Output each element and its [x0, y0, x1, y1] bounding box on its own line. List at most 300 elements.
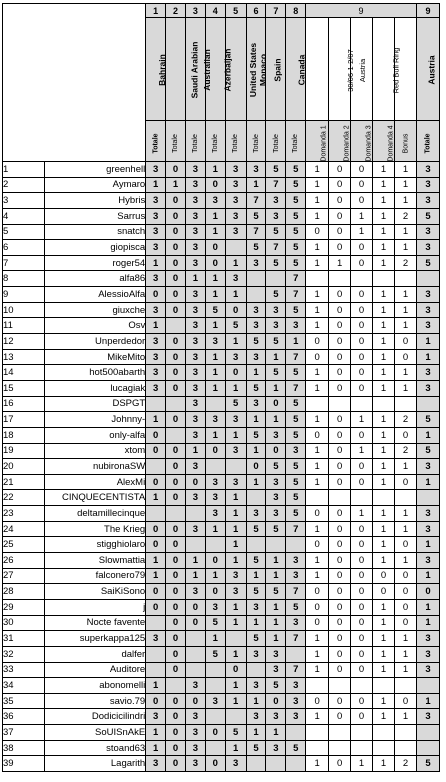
- question-score-cell: 0: [329, 646, 351, 662]
- race-total-cell: 3: [246, 646, 266, 662]
- question-score-cell: 1: [329, 255, 351, 271]
- race-total-cell: 0: [205, 584, 225, 600]
- race-total-cell: [286, 537, 306, 553]
- standings-table: [2, 3, 440, 772]
- round-number: 2: [166, 4, 186, 18]
- question-score-cell: [351, 725, 373, 741]
- race-total-cell: 3: [146, 162, 166, 178]
- race-total-cell: 3: [185, 208, 205, 224]
- race-total-cell: 0: [185, 693, 205, 709]
- round-total-cell: 5: [416, 443, 439, 459]
- race-total-cell: 0: [166, 553, 186, 569]
- question-score-cell: 1: [306, 474, 329, 490]
- player-name-cell: stigghiolaro: [44, 537, 145, 553]
- race-total-cell: 1: [205, 318, 225, 334]
- race-total-cell: 3: [266, 302, 286, 318]
- round-total-cell: 3: [416, 631, 439, 647]
- question-score-cell: 0: [351, 193, 373, 209]
- race-total-cell: [246, 271, 266, 287]
- race-total-cell: 3: [225, 443, 246, 459]
- question-score-cell: 0: [306, 334, 329, 350]
- question-score-cell: 0: [306, 349, 329, 365]
- totale-header: Totale: [146, 121, 166, 162]
- race-total-cell: 3: [286, 318, 306, 334]
- question-score-cell: 0: [395, 474, 417, 490]
- position-cell: 9: [3, 287, 45, 303]
- question-score-cell: 1: [373, 521, 395, 537]
- race-total-cell: 3: [185, 412, 205, 428]
- race-total-cell: 0: [166, 255, 186, 271]
- position-cell: 37: [3, 725, 45, 741]
- question-score-cell: [306, 490, 329, 506]
- question-score-cell: [329, 740, 351, 756]
- question-score-cell: [306, 725, 329, 741]
- race-total-cell: 3: [225, 208, 246, 224]
- round-number: 3: [185, 4, 205, 18]
- table-row: [3, 756, 440, 772]
- race-total-cell: 1: [205, 568, 225, 584]
- player-name-cell: SoUISnAkE: [44, 725, 145, 741]
- race-total-cell: 0: [166, 349, 186, 365]
- race-total-cell: 5: [286, 506, 306, 522]
- race-total-cell: [266, 756, 286, 772]
- race-total-cell: [225, 459, 246, 475]
- round-total-cell: 1: [416, 427, 439, 443]
- race-total-cell: 5: [246, 427, 266, 443]
- table-row: [3, 646, 440, 662]
- race-total-cell: 5: [266, 678, 286, 694]
- player-name-cell: Johnny-: [44, 412, 145, 428]
- question-score-cell: 1: [395, 240, 417, 256]
- round-total-cell: 3: [416, 302, 439, 318]
- bonus-header: Bonus: [395, 121, 417, 162]
- question-score-cell: 1: [306, 365, 329, 381]
- question-score-cell: 1: [306, 662, 329, 678]
- race-total-cell: 1: [205, 380, 225, 396]
- question-score-cell: [329, 678, 351, 694]
- table-row: [3, 709, 440, 725]
- question-score-cell: 0: [329, 506, 351, 522]
- position-cell: 23: [3, 506, 45, 522]
- table-row: [3, 302, 440, 318]
- question-score-cell: 0: [329, 208, 351, 224]
- race-total-cell: 3: [185, 725, 205, 741]
- question-score-cell: 0: [329, 443, 351, 459]
- question-score-cell: 1: [351, 412, 373, 428]
- position-cell: 39: [3, 756, 45, 772]
- table-row: [3, 334, 440, 350]
- position-cell: 18: [3, 427, 45, 443]
- race-total-cell: 0: [246, 459, 266, 475]
- race-total-cell: 3: [185, 287, 205, 303]
- race-total-cell: 1: [225, 537, 246, 553]
- race-total-cell: 1: [246, 725, 266, 741]
- round-total-cell: 3: [416, 162, 439, 178]
- race-total-cell: 5: [266, 334, 286, 350]
- table-row: [3, 615, 440, 631]
- race-total-cell: 0: [266, 396, 286, 412]
- round-total-cell: [416, 725, 439, 741]
- question-score-cell: 0: [395, 427, 417, 443]
- race-total-cell: 5: [286, 427, 306, 443]
- question-score-cell: [373, 725, 395, 741]
- question-score-cell: [395, 490, 417, 506]
- question-score-cell: 1: [306, 412, 329, 428]
- question-score-cell: 1: [306, 756, 329, 772]
- position-cell: 12: [3, 334, 45, 350]
- table-row: [3, 725, 440, 741]
- totale-header: Totale: [286, 121, 306, 162]
- race-total-cell: 1: [225, 255, 246, 271]
- player-name-cell: Dodicicilindri: [44, 709, 145, 725]
- race-total-cell: 0: [166, 380, 186, 396]
- position-cell: 14: [3, 365, 45, 381]
- question-score-cell: 1: [395, 662, 417, 678]
- round-total-cell: 3: [416, 193, 439, 209]
- table-row: [3, 459, 440, 475]
- race-total-cell: 0: [166, 474, 186, 490]
- race-total-cell: 3: [246, 255, 266, 271]
- race-total-cell: 3: [225, 177, 246, 193]
- question-score-cell: 1: [373, 443, 395, 459]
- round-total-cell: 5: [416, 412, 439, 428]
- race-total-cell: 3: [266, 318, 286, 334]
- race-total-cell: 3: [205, 193, 225, 209]
- table-row: [3, 318, 440, 334]
- race-total-cell: 3: [185, 193, 205, 209]
- question-score-cell: 1: [373, 334, 395, 350]
- question-score-cell: 1: [373, 693, 395, 709]
- race-total-cell: [146, 615, 166, 631]
- question-score-cell: 0: [351, 646, 373, 662]
- question-score-cell: 0: [351, 255, 373, 271]
- round-total-cell: 5: [416, 208, 439, 224]
- player-name-cell: Sarrus: [44, 208, 145, 224]
- race-total-cell: 1: [246, 615, 266, 631]
- race-total-cell: [225, 240, 246, 256]
- race-total-cell: 5: [266, 365, 286, 381]
- race-total-cell: 3: [146, 349, 166, 365]
- question-score-cell: 0: [351, 427, 373, 443]
- round-number: 6: [246, 4, 266, 18]
- race-total-cell: 3: [225, 584, 246, 600]
- race-total-cell: 0: [205, 255, 225, 271]
- player-name-cell: giopisca: [44, 240, 145, 256]
- table-row: [3, 224, 440, 240]
- race-total-cell: 0: [185, 474, 205, 490]
- race-total-cell: 3: [185, 459, 205, 475]
- question-score-cell: 0: [351, 318, 373, 334]
- race-total-cell: 5: [286, 224, 306, 240]
- round-total-cell: 0: [416, 584, 439, 600]
- question-score-cell: [373, 396, 395, 412]
- question-score-cell: 0: [329, 334, 351, 350]
- race-total-cell: 1: [225, 553, 246, 569]
- standings-body: [3, 162, 440, 772]
- totale-header: Totale: [246, 121, 266, 162]
- race-total-cell: 3: [246, 709, 266, 725]
- race-total-cell: [146, 662, 166, 678]
- question-score-cell: 0: [329, 693, 351, 709]
- question-score-cell: 0: [329, 302, 351, 318]
- race-total-cell: 0: [205, 177, 225, 193]
- domanda-header: Domanda 3: [351, 121, 373, 162]
- race9-name: Austria: [351, 18, 373, 121]
- question-score-cell: 0: [351, 709, 373, 725]
- race-total-cell: [146, 646, 166, 662]
- race-total-cell: 7: [246, 224, 266, 240]
- race-total-cell: 0: [146, 474, 166, 490]
- position-cell: 34: [3, 678, 45, 694]
- question-score-cell: 1: [306, 553, 329, 569]
- race-total-cell: 7: [266, 240, 286, 256]
- question-score-cell: 1: [395, 177, 417, 193]
- race-total-cell: 3: [185, 255, 205, 271]
- position-cell: 13: [3, 349, 45, 365]
- race-total-cell: 5: [286, 474, 306, 490]
- race-total-cell: 5: [286, 599, 306, 615]
- race-total-cell: 0: [166, 599, 186, 615]
- player-name-cell: stoand63: [44, 740, 145, 756]
- race-total-cell: 5: [266, 162, 286, 178]
- question-score-cell: [395, 396, 417, 412]
- question-score-cell: 1: [395, 459, 417, 475]
- race-total-cell: [185, 506, 205, 522]
- question-score-cell: 1: [351, 208, 373, 224]
- race-total-cell: 5: [266, 224, 286, 240]
- race-total-cell: 3: [185, 380, 205, 396]
- race-total-cell: 1: [225, 615, 246, 631]
- question-score-cell: 0: [329, 412, 351, 428]
- race-total-cell: 0: [146, 427, 166, 443]
- question-score-cell: 1: [373, 662, 395, 678]
- position-cell: 24: [3, 521, 45, 537]
- round-number: 9: [306, 4, 417, 18]
- race-total-cell: 1: [286, 334, 306, 350]
- race-total-cell: 7: [286, 380, 306, 396]
- race-total-cell: [246, 756, 266, 772]
- race-total-cell: 3: [146, 380, 166, 396]
- race-total-cell: [286, 725, 306, 741]
- position-cell: 7: [3, 255, 45, 271]
- round-number: 5: [225, 4, 246, 18]
- race-total-cell: [286, 646, 306, 662]
- position-cell: 36: [3, 709, 45, 725]
- race-total-cell: 0: [166, 224, 186, 240]
- question-score-cell: 0: [395, 568, 417, 584]
- race-total-cell: [246, 490, 266, 506]
- question-score-cell: 1: [373, 162, 395, 178]
- race-total-cell: [205, 537, 225, 553]
- position-cell: 21: [3, 474, 45, 490]
- question-score-cell: 0: [329, 287, 351, 303]
- table-row: [3, 631, 440, 647]
- position-cell: 35: [3, 693, 45, 709]
- player-name-cell: SaiKiSono: [44, 584, 145, 600]
- race-total-cell: 7: [266, 177, 286, 193]
- race-total-cell: 3: [266, 662, 286, 678]
- question-score-cell: 1: [373, 193, 395, 209]
- race-total-cell: 3: [225, 568, 246, 584]
- race-total-cell: 3: [225, 193, 246, 209]
- race-total-cell: 3: [266, 740, 286, 756]
- race-total-cell: 1: [146, 255, 166, 271]
- race-total-cell: 1: [266, 631, 286, 647]
- question-score-cell: 0: [351, 177, 373, 193]
- player-name-cell: xtom: [44, 443, 145, 459]
- question-score-cell: 2: [395, 208, 417, 224]
- round-total-cell: 1: [416, 568, 439, 584]
- race-total-cell: 7: [286, 271, 306, 287]
- round-total-cell: [416, 271, 439, 287]
- position-cell: 27: [3, 568, 45, 584]
- race-total-cell: 3: [225, 474, 246, 490]
- race-total-cell: 3: [146, 756, 166, 772]
- position-cell: 33: [3, 662, 45, 678]
- race-total-cell: 3: [185, 678, 205, 694]
- question-score-cell: [351, 396, 373, 412]
- question-score-cell: [373, 490, 395, 506]
- question-score-cell: 2: [395, 412, 417, 428]
- position-cell: 2: [3, 177, 45, 193]
- race-total-cell: 3: [246, 318, 266, 334]
- question-score-cell: 1: [306, 443, 329, 459]
- race-total-cell: 7: [246, 193, 266, 209]
- question-score-cell: 0: [395, 693, 417, 709]
- question-score-cell: 1: [373, 756, 395, 772]
- question-score-cell: 1: [306, 302, 329, 318]
- question-score-cell: 1: [395, 302, 417, 318]
- race-total-cell: 1: [246, 365, 266, 381]
- question-score-cell: [395, 740, 417, 756]
- round-number: 4: [205, 4, 225, 18]
- race-total-cell: 1: [266, 599, 286, 615]
- round-total-cell: 1: [416, 615, 439, 631]
- race-total-cell: 5: [286, 240, 306, 256]
- question-score-cell: 1: [306, 459, 329, 475]
- race-total-cell: [185, 662, 205, 678]
- race-total-cell: 1: [266, 725, 286, 741]
- question-score-cell: 1: [306, 208, 329, 224]
- race-total-cell: 3: [205, 506, 225, 522]
- race-total-cell: 1: [225, 693, 246, 709]
- question-score-cell: 0: [395, 334, 417, 350]
- question-score-cell: 1: [373, 318, 395, 334]
- question-score-cell: [373, 271, 395, 287]
- question-score-cell: 1: [395, 287, 417, 303]
- race-total-cell: 0: [166, 443, 186, 459]
- race-total-cell: [166, 396, 186, 412]
- round-total-cell: 3: [416, 709, 439, 725]
- race-total-cell: 1: [185, 271, 205, 287]
- round-total-cell: 3: [416, 646, 439, 662]
- question-score-cell: 1: [373, 709, 395, 725]
- question-score-cell: 0: [351, 553, 373, 569]
- player-name-cell: CINQUECENTISTA: [44, 490, 145, 506]
- race-total-cell: 3: [286, 568, 306, 584]
- question-score-cell: 0: [306, 615, 329, 631]
- table-row: [3, 537, 440, 553]
- round-total-cell: 3: [416, 287, 439, 303]
- race-total-cell: 1: [205, 224, 225, 240]
- race9-blank-cell: [306, 18, 329, 121]
- race-total-cell: 0: [166, 193, 186, 209]
- position-cell: 10: [3, 302, 45, 318]
- position-cell: 19: [3, 443, 45, 459]
- question-score-cell: 0: [351, 349, 373, 365]
- race-total-cell: 1: [205, 349, 225, 365]
- race-total-cell: [205, 740, 225, 756]
- race-total-cell: 0: [266, 693, 286, 709]
- question-score-cell: 0: [373, 584, 395, 600]
- question-score-cell: 0: [329, 193, 351, 209]
- race-total-cell: 1: [246, 177, 266, 193]
- question-score-cell: [351, 271, 373, 287]
- question-score-cell: 1: [395, 318, 417, 334]
- race-total-cell: 0: [185, 615, 205, 631]
- race-total-cell: 0: [166, 584, 186, 600]
- question-score-cell: 0: [351, 459, 373, 475]
- question-score-cell: 1: [373, 302, 395, 318]
- race-total-cell: 3: [185, 240, 205, 256]
- position-cell: 31: [3, 631, 45, 647]
- race-total-cell: [166, 678, 186, 694]
- table-row: [3, 490, 440, 506]
- round-total-cell: 3: [416, 224, 439, 240]
- table-row: [3, 412, 440, 428]
- table-row: [3, 162, 440, 178]
- race-total-cell: 1: [225, 506, 246, 522]
- race-total-cell: 0: [166, 334, 186, 350]
- player-name-cell: deltamillecinque: [44, 506, 145, 522]
- race-total-cell: 3: [185, 365, 205, 381]
- round-total-cell: 3: [416, 521, 439, 537]
- race-total-cell: 5: [225, 318, 246, 334]
- question-score-cell: 1: [395, 224, 417, 240]
- question-score-cell: 1: [306, 318, 329, 334]
- race-total-cell: 0: [146, 599, 166, 615]
- player-name-cell: greenhell: [44, 162, 145, 178]
- race-total-cell: 1: [146, 177, 166, 193]
- round-total-cell: 5: [416, 756, 439, 772]
- question-score-cell: 0: [329, 162, 351, 178]
- question-score-cell: 0: [395, 599, 417, 615]
- race-total-cell: 1: [146, 740, 166, 756]
- position-cell: 6: [3, 240, 45, 256]
- question-score-cell: 0: [329, 474, 351, 490]
- race-total-cell: [205, 396, 225, 412]
- question-score-cell: 1: [306, 255, 329, 271]
- position-cell: 38: [3, 740, 45, 756]
- question-score-cell: 0: [329, 537, 351, 553]
- race-total-cell: 3: [185, 756, 205, 772]
- position-cell: 4: [3, 208, 45, 224]
- question-score-cell: 0: [329, 365, 351, 381]
- question-score-cell: 0: [351, 302, 373, 318]
- race-total-cell: 3: [205, 490, 225, 506]
- question-score-cell: 1: [351, 443, 373, 459]
- race-total-cell: [205, 678, 225, 694]
- race-total-cell: 3: [146, 240, 166, 256]
- question-score-cell: 1: [351, 224, 373, 240]
- race-total-cell: 5: [205, 646, 225, 662]
- question-score-cell: 0: [329, 631, 351, 647]
- totale-header: Totale: [266, 121, 286, 162]
- race-total-cell: 0: [205, 553, 225, 569]
- race-total-cell: 3: [286, 443, 306, 459]
- race-total-cell: 5: [286, 490, 306, 506]
- race-total-cell: 0: [205, 756, 225, 772]
